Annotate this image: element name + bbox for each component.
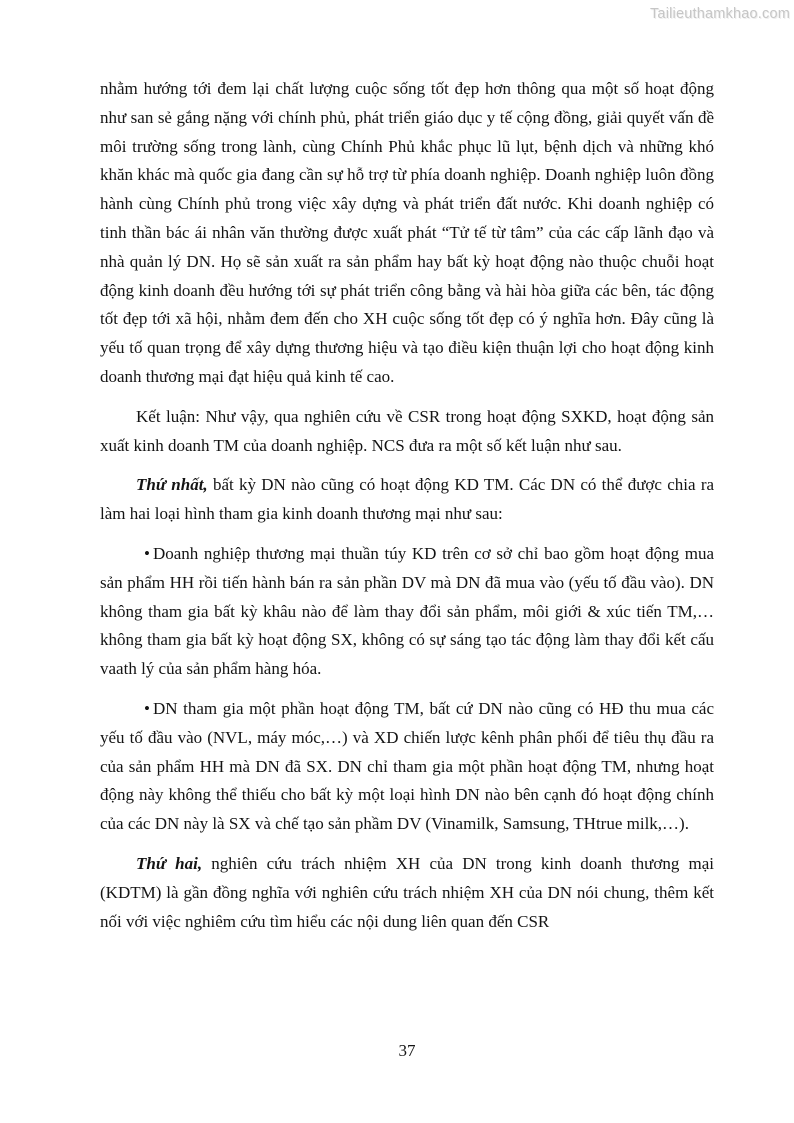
bullet-marker-icon: • <box>144 698 150 718</box>
paragraph-conclusion: Kết luận: Như vậy, qua nghiên cứu về CSR trong hoạt động SXKD, hoạt động sản xuất kinh doanh TM của doanh nghiệp. NCS đưa ra một số kết luận như sau. <box>100 406 714 455</box>
page-footer <box>100 1041 714 1061</box>
lead-thu-hai: Thứ hai, <box>136 853 203 873</box>
paragraph-first-point-text: bất kỳ DN nào cũng có hoạt động KD TM. Các DN có thể được chia ra làm hai loại hình tham gia kinh doanh thương mại như sau: <box>100 475 715 524</box>
bullet-item-partial-trading-text: DN tham gia một phần hoạt động TM, bất cứ DN nào cũng có HĐ thu mua các yếu tố đầu vào (NVL, máy móc,…) và XD chiến lược kênh phân phối để tiêu thụ đầu ra của sản phẩm HH mà DN đã SX. DN chỉ tham gia một phần hoạt động TM, nhưng hoạt động này không thể thiếu cho bất kỳ một loại hình DN nào bên cạnh đó hoạt động chính của các DN này là SX và chế tạo sản phầm DV (Vinamilk, Samsung, THtrue milk,…). <box>100 698 714 834</box>
paragraph-second-point-text: nghiên cứu trách nhiệm XH của DN trong kinh doanh thương mại (KDTM) là gần đồng nghĩa với nghiên cứu trách nhiệm XH của DN nói chung, thêm kết nối với việc nghiêm cứu tìm hiểu các nội dung liên quan đến CSR <box>100 853 715 931</box>
lead-thu-nhat: Thứ nhất, <box>136 475 208 495</box>
bullet-marker-icon: • <box>144 543 150 563</box>
bullet-item-pure-trading-text: Doanh nghiệp thương mại thuần túy KD trên cơ sở chỉ bao gồm hoạt động mua sản phẩm HH rồi tiến hành bán ra sản phần DV mà DN đã mua vào (yếu tố đầu vào). DN không tham gia bất kỳ khâu nào để làm thay đổi sản phẩm, môi giới & xúc tiến TM,… không tham gia bất kỳ hoạt động SX, không có sự sáng tạo tác động làm thay đổi kết cấu vaath lý của sản phẩm hàng hóa. <box>100 543 714 679</box>
page-number: 37 <box>398 1041 416 1060</box>
bullet-item-pure-trading <box>100 540 714 684</box>
watermark: Tailieuthamkhao.com <box>649 6 790 22</box>
paragraph-continuation: nhằm hướng tới đem lại chất lượng cuộc sống tốt đẹp hơn thông qua một số hoạt động như san sẻ gắng nặng với chính phủ, phát triển giáo dục y tế cộng đồng, giải quyết vấn đề môi trường sống trong lành, cùng Chính Phủ khắc phục lũ lụt, bệnh dịch và những khó khăn khác mà quốc gia đang cần sự hỗ trợ từ phía doanh nghiệp. Doanh nghiệp luôn đồng hành cùng Chính phủ trong việc xây dựng và phát triển đất nước. Khi doanh nghiệp có tinh thần bác ái nhân văn thường được xuất phát “Tử tế từ tâm” của các cấp lãnh đạo và nhà quản lý DN. Họ sẽ sản xuất ra sản phẩm hay bất kỳ hoạt động nào thuộc chuỗi hoạt động kinh doanh đều hướng tới sự phát triển công bằng và hài hòa giữa các bên, tác động tốt đẹp tới xã hội, nhằm đem đến cho XH cuộc sống tốt đẹp có ý nghĩa hơn. Đây cũng là yếu tố quan trọng để xây dựng thương hiệu và tạo điều kiện thuận lợi cho hoạt động kinh doanh thương mại đạt hiệu quả kinh tế cao. <box>100 79 714 386</box>
paragraph-first-point <box>100 471 714 529</box>
bullet-item-partial-trading <box>100 695 714 839</box>
paragraph-second-point <box>100 850 714 936</box>
body-text <box>100 75 714 947</box>
